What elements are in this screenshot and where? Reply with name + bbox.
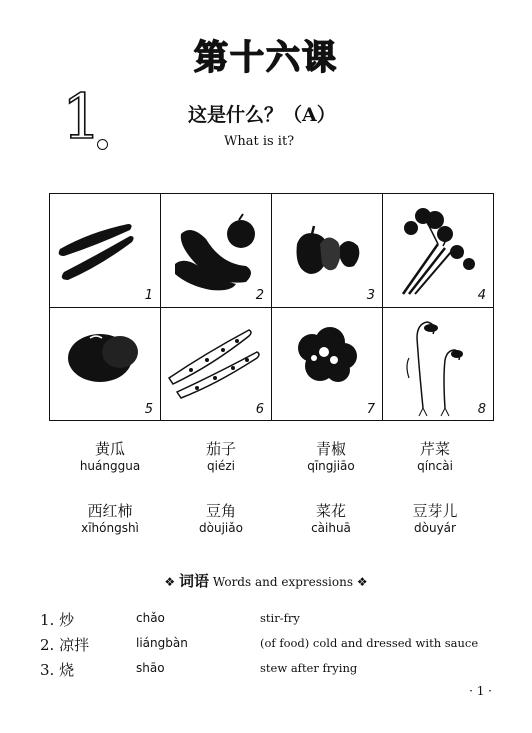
vocab-pinyin: dòuyár [414,521,456,535]
picture-cell-4 [383,194,494,307]
section-subtitle: What is it? [224,134,295,149]
picture-cell-2 [161,194,272,307]
vocab-item-green-bean [166,502,276,536]
lesson-title: 第十六课 [194,38,338,78]
words-heading-zh: 词语 [178,572,209,590]
vocab-pinyin: qíncài [417,459,453,473]
vocab-pinyin: qīngjiāo [307,459,355,473]
words-heading-en: Words and expressions [212,575,353,589]
vocab-item-tomato [55,502,165,536]
words-heading [0,570,532,591]
picture-number: 1 [144,288,153,303]
word-english: stir-fry [260,611,300,625]
word-pinyin: chǎo [136,611,165,625]
vocab-pinyin: huánggua [79,459,141,473]
picture-number: 3 [366,288,375,303]
vocab-hanzi: 青椒 [315,440,346,458]
vocab-item-cauliflower [276,502,386,536]
picture-number: 7 [366,402,375,417]
picture-cell-3 [272,194,383,307]
vocab-pinyin: dòujiǎo [199,521,243,535]
section-number-dot [97,139,108,150]
word-pinyin: liángbàn [136,636,188,650]
word-number-and-hanzi: 2. 凉拌 [40,636,90,654]
ornament-icon: ❖ [356,575,368,589]
vocab-item-bean-sprout [380,502,490,536]
word-pinyin: shāo [136,661,165,675]
picture-number: 6 [255,402,264,417]
vocab-hanzi: 菜花 [315,502,346,520]
vocab-hanzi: 芹菜 [419,440,450,458]
picture-cell-6 [161,308,272,421]
section-number: 1 [62,80,102,153]
vocab-hanzi: 豆芽儿 [412,502,458,520]
word-row [40,634,510,656]
page-number: · 1 · [469,684,492,698]
vocab-item-celery [380,440,490,474]
vegetable-picture-grid [49,193,494,421]
vocab-pinyin: càihuā [311,521,351,535]
word-row [40,609,510,631]
vocab-pinyin: xīhóngshì [81,521,139,535]
picture-cell-5 [50,308,161,421]
picture-number: 5 [144,402,153,417]
picture-cell-8 [383,308,494,421]
vocab-hanzi: 茄子 [205,440,236,458]
picture-cell-1 [50,194,161,307]
vocab-item-eggplant [166,440,276,474]
picture-number: 2 [255,288,264,303]
ornament-icon: ❖ [164,575,176,589]
vocab-pinyin: qiézi [207,459,235,473]
vocab-hanzi: 西红柿 [87,502,133,520]
vocab-hanzi: 豆角 [205,502,236,520]
picture-number: 8 [477,402,486,417]
word-number-and-hanzi: 1. 炒 [40,611,75,629]
vocab-item-cucumber [55,440,165,474]
picture-cell-7 [272,308,383,421]
vocab-item-pepper [276,440,386,474]
word-row [40,659,510,681]
word-english: stew after frying [260,661,358,675]
word-number-and-hanzi: 3. 烧 [40,661,75,679]
section-title: 这是什么？（A） [188,104,336,126]
word-english: (of food) cold and dressed with sauce [260,636,479,650]
vocab-hanzi: 黄瓜 [94,440,125,458]
picture-number: 4 [477,288,486,303]
